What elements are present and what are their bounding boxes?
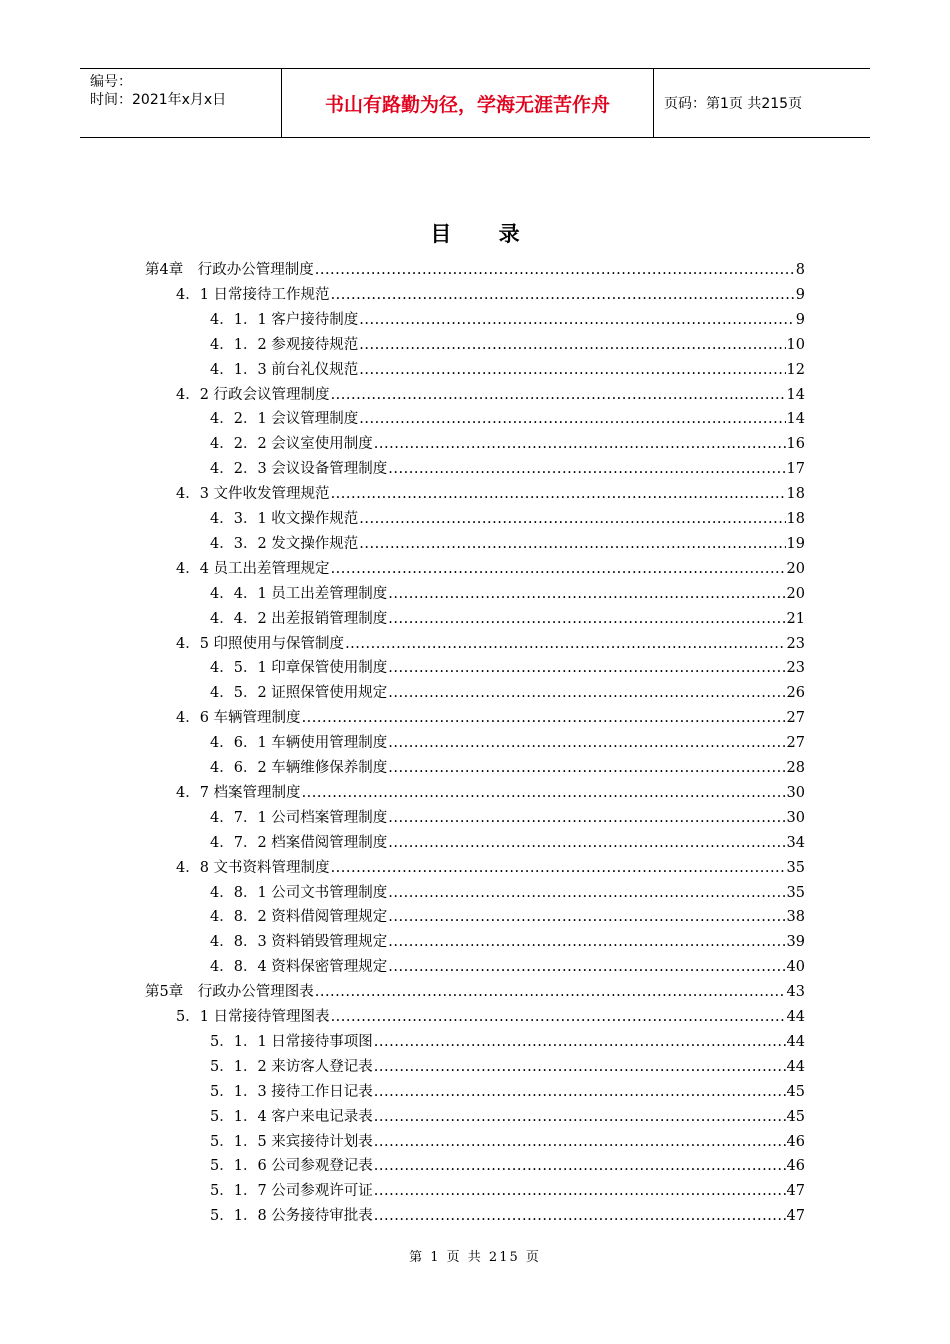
toc-entry-title: 5．1．3 接待工作日记表 <box>210 1083 373 1100</box>
toc-entry[interactable] <box>210 905 805 929</box>
toc-entry[interactable] <box>176 557 805 581</box>
toc-entry-page: 23 <box>786 635 805 652</box>
toc-entry-title: 4．2．1 会议管理制度 <box>210 411 359 428</box>
toc-entry-title: 4．3．2 发文操作规范 <box>210 535 359 552</box>
toc-leader-dots <box>331 482 786 506</box>
toc-entry-title: 4．7 档案管理制度 <box>176 784 301 801</box>
toc-entry-page: 45 <box>786 1108 805 1125</box>
toc-entry-title: 5．1．2 来访客人登记表 <box>210 1058 373 1075</box>
toc-entry-page: 26 <box>786 685 805 702</box>
toc-entry-page: 16 <box>786 436 805 453</box>
toc-entry-page: 10 <box>786 336 805 353</box>
toc-entry-page: 12 <box>786 361 805 378</box>
toc-entry-page: 9 <box>795 286 805 303</box>
toc-leader-dots <box>374 1179 786 1203</box>
header-motto: 书山有路勤为径，学海无涯苦作舟 <box>282 69 654 137</box>
toc-entry-title: 4．8．3 资料销毁管理规定 <box>210 934 388 951</box>
toc-entry-title: 第4章 行政办公管理制度 <box>145 262 314 278</box>
toc-entry-page: 17 <box>786 461 805 478</box>
toc-entry-title: 4．1 日常接待工作规范 <box>176 286 330 303</box>
toc-entry[interactable] <box>210 1030 805 1054</box>
toc-entry[interactable] <box>176 632 805 656</box>
toc-leader-dots <box>315 980 786 1004</box>
toc-entry-title: 4．6．2 车辆维修保养制度 <box>210 760 388 776</box>
toc-leader-dots <box>388 955 785 979</box>
toc-entry[interactable] <box>176 383 805 407</box>
header-meta <box>80 69 282 137</box>
toc-entry[interactable] <box>176 781 805 805</box>
toc-leader-dots <box>388 656 785 680</box>
toc-entry[interactable] <box>210 407 805 431</box>
toc-entry-page: 18 <box>786 511 805 527</box>
toc-entry[interactable] <box>176 283 805 307</box>
toc-entry-title: 4．1．2 参观接待规范 <box>210 336 359 353</box>
toc-leader-dots <box>388 681 785 705</box>
toc-entry-page: 14 <box>786 386 805 403</box>
toc-leader-dots <box>374 1204 786 1228</box>
toc-entry-title: 4．5．2 证照保管使用规定 <box>210 685 388 702</box>
toc-leader-dots <box>302 706 786 730</box>
toc-entry-page: 27 <box>786 735 805 752</box>
toc-leader-dots <box>331 856 786 880</box>
toc-entry-title: 5．1．7 公司参观许可证 <box>210 1183 373 1200</box>
toc-entry-title: 4．4．1 员工出差管理制度 <box>210 585 388 602</box>
page-footer: 第 1 页 共 215 页 <box>409 1250 541 1265</box>
toc-entry-page: 39 <box>786 934 805 951</box>
toc-entry[interactable] <box>176 706 805 730</box>
toc-entry[interactable] <box>210 1105 805 1129</box>
toc-entry[interactable] <box>210 656 805 680</box>
toc-entry-title: 4．8．2 资料借阅管理规定 <box>210 909 388 926</box>
toc-title: 目 录 <box>430 221 540 246</box>
toc-entry-page: 35 <box>786 859 805 876</box>
toc-entry[interactable] <box>210 1080 805 1104</box>
toc-entry[interactable] <box>145 980 805 1004</box>
toc-entry-page: 19 <box>786 535 805 552</box>
toc-entry-title: 5．1．6 公司参观登记表 <box>210 1158 373 1175</box>
toc-entry[interactable] <box>210 930 805 954</box>
toc-leader-dots <box>331 383 786 407</box>
toc-leader-dots <box>359 507 785 531</box>
toc-entry[interactable] <box>210 1154 805 1178</box>
toc-leader-dots <box>331 1005 786 1029</box>
toc-leader-dots <box>388 881 785 905</box>
toc-leader-dots <box>315 258 795 282</box>
toc-entry[interactable] <box>210 1179 805 1203</box>
toc-leader-dots <box>302 781 786 805</box>
toc-entry-title: 4．8．4 资料保密管理规定 <box>210 959 388 976</box>
toc-leader-dots <box>374 1130 786 1154</box>
toc-entry-page: 40 <box>786 959 805 976</box>
toc-entry-title: 5．1．4 客户来电记录表 <box>210 1108 373 1125</box>
header-page-info: 页码：第1页 共215页 <box>664 96 803 112</box>
toc-entry-page: 44 <box>786 1058 805 1075</box>
toc-entry[interactable] <box>210 806 805 830</box>
toc-entry-title: 4．4 员工出差管理规定 <box>176 560 330 577</box>
toc-entry[interactable] <box>210 1055 805 1079</box>
toc-entry-title: 5．1．1 日常接待事项图 <box>210 1033 373 1050</box>
toc-entry-page: 20 <box>786 585 805 602</box>
toc-leader-dots <box>388 806 785 830</box>
toc-entry[interactable] <box>210 681 805 705</box>
toc-entry-title: 4．6．1 车辆使用管理制度 <box>210 735 388 752</box>
page-header <box>80 68 870 138</box>
toc-entry-page: 27 <box>786 710 805 727</box>
toc-entry[interactable] <box>210 881 805 905</box>
toc-entry-page: 20 <box>786 560 805 577</box>
toc-entry-page: 14 <box>786 411 805 428</box>
toc-entry-title: 4．7．2 档案借阅管理制度 <box>210 834 388 851</box>
toc-entry-title: 4．1．1 客户接待制度 <box>210 311 359 328</box>
toc-entry-page: 35 <box>786 884 805 901</box>
toc-leader-dots <box>388 457 785 481</box>
toc-leader-dots <box>388 831 785 855</box>
toc-leader-dots <box>331 557 786 581</box>
toc-entry-title: 第5章 行政办公管理图表 <box>145 984 314 1001</box>
toc-leader-dots <box>374 1105 786 1129</box>
toc-entry-page: 28 <box>786 760 805 776</box>
toc-entry-title: 4．8 文书资料管理制度 <box>176 859 330 876</box>
toc-leader-dots <box>359 532 785 556</box>
toc-entry-title: 5．1 日常接待管理图表 <box>176 1009 330 1025</box>
toc-entry-title: 5．1．8 公务接待审批表 <box>210 1208 373 1225</box>
toc-entry-title: 4．3．1 收文操作规范 <box>210 511 359 527</box>
toc-entry[interactable] <box>210 756 805 780</box>
toc-entry-page: 9 <box>795 311 805 328</box>
toc-entry[interactable] <box>210 607 805 631</box>
toc-leader-dots <box>388 756 785 780</box>
toc-entry-title: 4．3 文件收发管理规范 <box>176 486 330 503</box>
toc-entry-page: 34 <box>786 834 805 851</box>
toc-leader-dots <box>359 333 785 357</box>
toc-entry-title: 4．2．3 会议设备管理制度 <box>210 461 388 478</box>
toc-leader-dots <box>359 358 785 382</box>
toc-entry[interactable] <box>210 955 805 979</box>
toc-entry[interactable] <box>210 731 805 755</box>
number-label: 编号： <box>90 74 132 90</box>
toc-entry-title: 4．2 行政会议管理制度 <box>176 386 330 403</box>
toc-leader-dots <box>388 731 785 755</box>
toc-entry-title: 4．8．1 公司文书管理制度 <box>210 884 388 901</box>
toc-entry-page: 47 <box>786 1183 805 1200</box>
toc-entry[interactable] <box>210 457 805 481</box>
toc-entry[interactable] <box>210 1130 805 1154</box>
toc-entry-page: 21 <box>786 610 805 627</box>
toc-entry-title: 4．2．2 会议室使用制度 <box>210 436 373 453</box>
toc-entry-title: 4．6 车辆管理制度 <box>176 710 301 727</box>
toc-entry-page: 8 <box>795 262 805 278</box>
toc-entry-page: 44 <box>786 1009 805 1025</box>
toc-entry-page: 30 <box>786 809 805 826</box>
toc-entry-page: 47 <box>786 1208 805 1225</box>
toc-entry-title: 4．5．1 印章保管使用制度 <box>210 660 388 677</box>
toc-entry[interactable] <box>176 856 805 880</box>
toc-leader-dots <box>388 582 785 606</box>
toc-entry-page: 38 <box>786 909 805 926</box>
toc-leader-dots <box>374 1080 786 1104</box>
toc-entry[interactable] <box>176 482 805 506</box>
toc-entry-title: 4．5 印照使用与保管制度 <box>176 635 345 652</box>
toc-entry-page: 46 <box>786 1158 805 1175</box>
toc-entry[interactable] <box>210 532 805 556</box>
toc-leader-dots <box>388 607 785 631</box>
toc-leader-dots <box>345 632 785 656</box>
toc-entry[interactable] <box>210 582 805 606</box>
toc-entry[interactable] <box>176 1005 805 1029</box>
toc-leader-dots <box>359 407 785 431</box>
toc-leader-dots <box>374 1154 786 1178</box>
toc-entry-title: 4．7．1 公司档案管理制度 <box>210 809 388 826</box>
toc-entry-page: 45 <box>786 1083 805 1100</box>
toc-entry[interactable] <box>210 358 805 382</box>
toc-leader-dots <box>359 308 794 332</box>
toc-leader-dots <box>374 1030 786 1054</box>
toc-entry[interactable] <box>210 333 805 357</box>
toc-entry-title: 5．1．5 来宾接待计划表 <box>210 1133 373 1150</box>
toc-entry-title: 4．1．3 前台礼仪规范 <box>210 361 359 378</box>
toc-entry-page: 44 <box>786 1033 805 1050</box>
toc-entry[interactable] <box>210 1204 805 1228</box>
toc-leader-dots <box>388 930 785 954</box>
toc-entry-page: 18 <box>786 486 805 503</box>
date-label: 时间：2021年x月x日 <box>90 92 227 108</box>
toc-entry[interactable] <box>145 258 805 282</box>
toc-leader-dots <box>374 1055 786 1079</box>
toc-leader-dots <box>374 432 786 456</box>
toc-entry-title: 4．4．2 出差报销管理制度 <box>210 610 388 627</box>
toc-leader-dots <box>388 905 785 929</box>
toc-entry[interactable] <box>210 308 805 332</box>
toc-entry[interactable] <box>210 831 805 855</box>
toc-entry-page: 30 <box>786 784 805 801</box>
toc-entry-page: 23 <box>786 660 805 677</box>
toc-leader-dots <box>331 283 795 307</box>
toc-entry-page: 46 <box>786 1133 805 1150</box>
toc-entry-page: 43 <box>786 984 805 1001</box>
toc-entry[interactable] <box>210 507 805 531</box>
toc-entry[interactable] <box>210 432 805 456</box>
